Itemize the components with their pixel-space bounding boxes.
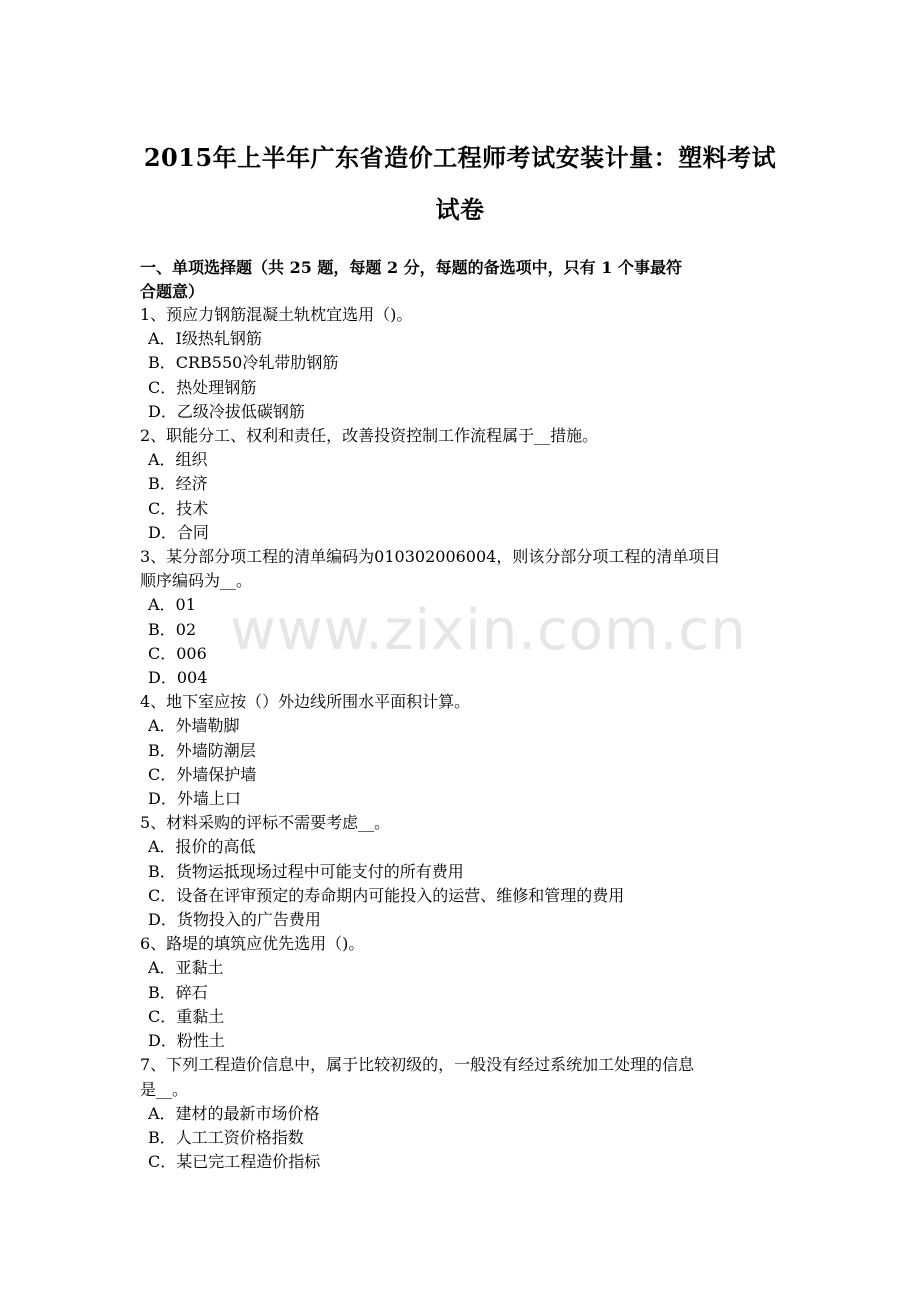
answer-option: D．乙级冷拔低碳钢筋 [148,401,305,421]
answer-option: D．合同 [148,522,209,542]
document-title-line2: 试卷 [435,195,485,224]
answer-option: A．报价的高低 [148,837,256,857]
answer-option: B．02 [148,619,197,639]
answer-option: B．外墙防潮层 [148,740,256,760]
question-stem: 3、某分部分项工程的清单编码为010302006004，则该分部分项工程的清单项目 [140,547,721,567]
question-stem-continued: 顺序编码为__。 [140,571,253,591]
question-stem: 4、地下室应按（）外边线所围水平面积计算。 [140,692,471,712]
question-item [140,1053,790,1174]
section-header-line1: 一、单项选择题（共 25 题，每题 2 分，每题的备选项中，只有 1 个事最符 [140,258,682,277]
answer-option: D．外墙上口 [148,789,241,809]
question-item [140,424,790,545]
answer-option: C．006 [148,643,207,663]
question-stem: 1、预应力钢筋混凝土轨枕宜选用（)。 [140,305,413,324]
question-stem: 6、路堤的填筑应优先选用（)。 [140,934,365,954]
answer-option: D．004 [148,668,208,688]
answer-option: B．货物运抵现场过程中可能支付的所有费用 [148,861,464,881]
answer-option: A．01 [148,595,196,615]
section-header [140,256,785,304]
answer-option: A．建材的最新市场价格 [148,1103,320,1123]
question-stem: 5、材料采购的评标不需要考虑__。 [140,813,391,833]
question-item [140,811,790,932]
answer-option: A．亚黏土 [148,958,224,978]
answer-option: C．重黏土 [148,1006,225,1026]
question-item [140,303,790,424]
answer-option: D．粉性土 [148,1031,225,1051]
section-header-line2: 合题意） [140,282,205,301]
question-list [140,303,790,1174]
document-title-line1: 2015年上半年广东省造价工程师考试安装计量：塑料考试 [143,143,777,172]
answer-option: B．碎石 [148,982,208,1002]
answer-option: A．外墙勒脚 [148,716,240,736]
answer-option: C．外墙保护墙 [148,764,257,784]
question-item [140,545,790,690]
answer-option: C．设备在评审预定的寿命期内可能投入的运营、维修和管理的费用 [148,885,625,905]
answer-option: C．某已完工程造价指标 [148,1152,321,1172]
answer-option: A．组织 [148,450,208,470]
answer-option: D．货物投入的广告费用 [148,910,321,930]
question-stem: 2、职能分工、权利和责任，改善投资控制工作流程属于__措施。 [140,426,599,446]
answer-option: B．人工工资价格指数 [148,1127,304,1147]
answer-option: A．Ⅰ级热轧钢筋 [148,329,262,349]
question-item [140,932,790,1053]
question-item [140,690,790,811]
answer-option: B．CRB550冷轧带肋钢筋 [148,353,339,373]
watermark: www.zixin.com.cn [230,598,747,663]
answer-option: B．经济 [148,474,208,494]
answer-option: C．热处理钢筋 [148,377,257,397]
question-stem: 7、下列工程造价信息中，属于比较初级的，一般没有经过系统加工处理的信息 [140,1055,695,1075]
question-stem-continued: 是__。 [140,1079,189,1099]
answer-option: C．技术 [148,498,209,518]
